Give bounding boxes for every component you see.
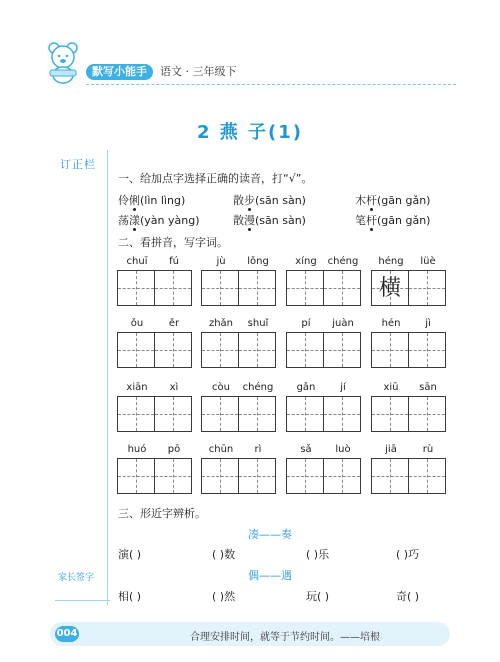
written-character <box>409 333 445 367</box>
written-character <box>324 333 360 367</box>
written-character <box>287 333 323 367</box>
pinyin-label: pí <box>301 318 311 329</box>
writing-cell[interactable] <box>238 270 276 306</box>
fill-blank-item[interactable]: 相( ) <box>118 590 142 603</box>
writing-cell[interactable] <box>201 458 239 494</box>
written-character <box>118 397 154 431</box>
writing-cell[interactable] <box>286 332 324 368</box>
pinyin-label: juàn <box>332 318 354 329</box>
writing-cell[interactable] <box>154 458 192 494</box>
written-character <box>239 397 275 431</box>
pronunciation-item[interactable]: 荡漾(yàn yàng) <box>118 214 200 227</box>
pinyin-label: lǒng <box>247 256 269 267</box>
written-character <box>155 459 191 493</box>
writing-cell[interactable] <box>154 396 192 432</box>
pinyin-label: jì <box>425 318 431 329</box>
writing-cell[interactable] <box>286 458 324 494</box>
footer-quote: 合理安排时间，就等于节约时间。——培根 <box>190 632 380 643</box>
written-character <box>239 459 275 493</box>
pinyin-label: luò <box>335 444 351 455</box>
pinyin-label: gǎn <box>296 382 316 393</box>
writing-cell[interactable] <box>323 332 361 368</box>
written-character <box>409 397 445 431</box>
pinyin-label: chéng <box>242 382 274 393</box>
written-character <box>324 271 360 305</box>
written-character <box>118 271 154 305</box>
writing-cell[interactable] <box>238 396 276 432</box>
fill-blank-item[interactable]: ( )乐 <box>306 548 330 561</box>
pronunciation-item[interactable]: 木杆(gān gǎn) <box>355 194 431 207</box>
brand-badge: 默写小能手 <box>86 64 153 80</box>
writing-cell[interactable] <box>408 396 446 432</box>
writing-cell[interactable] <box>117 332 155 368</box>
writing-cell[interactable] <box>371 332 409 368</box>
parent-signature-line[interactable] <box>55 600 110 601</box>
pinyin-label: lüè <box>420 256 436 267</box>
written-character <box>155 271 191 305</box>
writing-cell[interactable] <box>408 332 446 368</box>
written-character <box>287 271 323 305</box>
written-character <box>202 397 238 431</box>
fill-blank-item[interactable]: 演( ) <box>118 548 142 561</box>
pinyin-label: sǎ <box>300 444 312 455</box>
pinyin-label: xiān <box>126 382 148 393</box>
section1-heading: 一、给加点字选择正确的读音，打“√”。 <box>118 172 313 185</box>
pronunciation-item[interactable]: 散步(sān sàn) <box>233 194 306 207</box>
parent-signature-label: 家长签字 <box>58 573 95 583</box>
writing-cell[interactable] <box>286 270 324 306</box>
pinyin-label: zhǎn <box>208 318 234 329</box>
written-character <box>202 333 238 367</box>
written-character <box>287 459 323 493</box>
written-character <box>239 271 275 305</box>
pinyin-label: ǒu <box>130 318 144 329</box>
pair1-title: 凑——奏 <box>248 528 292 541</box>
pinyin-label: shuǐ <box>247 318 269 329</box>
writing-cell[interactable] <box>371 458 409 494</box>
writing-cell[interactable] <box>201 396 239 432</box>
pinyin-label: jù <box>216 256 226 267</box>
pinyin-label: chéng <box>327 256 359 267</box>
written-character <box>372 459 408 493</box>
written-character <box>202 459 238 493</box>
pinyin-label: jí <box>340 382 346 393</box>
pinyin-label: rì <box>254 444 262 455</box>
writing-cell[interactable] <box>117 270 155 306</box>
fill-blank-item[interactable]: ( )数 <box>212 548 236 561</box>
pinyin-label: chuī <box>126 256 148 267</box>
lesson-title: 2 燕 子(1) <box>196 122 304 143</box>
writing-cell[interactable] <box>117 396 155 432</box>
written-character <box>118 459 154 493</box>
page-number: 004 <box>55 626 79 642</box>
header-divider <box>86 84 456 85</box>
writing-cell[interactable] <box>154 270 192 306</box>
fill-blank-item[interactable]: 玩( ) <box>306 590 330 603</box>
written-character <box>239 333 275 367</box>
written-character: 横 <box>378 276 401 301</box>
pinyin-label: xiū <box>383 382 399 393</box>
writing-cell[interactable] <box>117 458 155 494</box>
pinyin-label: ěr <box>168 318 180 329</box>
written-character <box>118 333 154 367</box>
written-character <box>155 397 191 431</box>
pinyin-label: huó <box>127 444 147 455</box>
writing-cell[interactable] <box>408 458 446 494</box>
writing-cell[interactable] <box>238 458 276 494</box>
fill-blank-item[interactable]: ( )然 <box>212 590 236 603</box>
writing-cell[interactable] <box>323 270 361 306</box>
writing-cell[interactable] <box>238 332 276 368</box>
pinyin-label: còu <box>212 382 230 393</box>
fill-blank-item[interactable]: ( )巧 <box>396 548 420 561</box>
pinyin-label: sān <box>419 382 437 393</box>
writing-cell[interactable] <box>286 396 324 432</box>
pronunciation-item[interactable]: 笔杆(gān gǎn) <box>355 214 431 227</box>
pinyin-label: fú <box>169 256 179 267</box>
writing-cell[interactable] <box>154 332 192 368</box>
written-character <box>324 459 360 493</box>
bear-mascot-icon <box>44 40 82 84</box>
pinyin-label: hén <box>381 318 401 329</box>
subject-label: 语文 · 三年级下 <box>160 65 237 78</box>
pinyin-label: xíng <box>295 256 317 267</box>
writing-cell[interactable] <box>323 396 361 432</box>
written-character <box>372 333 408 367</box>
written-character <box>287 397 323 431</box>
written-character <box>155 333 191 367</box>
writing-cell[interactable] <box>323 458 361 494</box>
writing-cell[interactable] <box>201 270 239 306</box>
written-character <box>372 397 408 431</box>
writing-cell[interactable] <box>371 396 409 432</box>
fill-blank-item[interactable]: 奇( ) <box>396 590 420 603</box>
pinyin-label: xì <box>169 382 179 393</box>
writing-cell[interactable] <box>408 270 446 306</box>
section2-heading: 二、看拼音，写字词。 <box>118 236 228 249</box>
writing-cell[interactable] <box>371 270 409 306</box>
pinyin-label: pō <box>167 444 181 455</box>
written-character <box>409 271 445 305</box>
pronunciation-item[interactable]: 散漫(sān sàn) <box>233 214 306 227</box>
pinyin-label: jiā <box>385 444 397 455</box>
written-character <box>202 271 238 305</box>
pinyin-label: chūn <box>208 444 234 455</box>
pinyin-label: rù <box>422 444 434 455</box>
corrections-label: 订正栏 <box>60 158 96 171</box>
written-character <box>409 459 445 493</box>
pronunciation-item[interactable]: 伶俐(lìn lìng) <box>118 194 186 207</box>
pair2-title: 偶——遇 <box>248 569 292 582</box>
pinyin-label: héng <box>378 256 404 267</box>
written-character <box>324 397 360 431</box>
writing-cell[interactable] <box>201 332 239 368</box>
section3-heading: 三、形近字辨析。 <box>118 507 206 520</box>
